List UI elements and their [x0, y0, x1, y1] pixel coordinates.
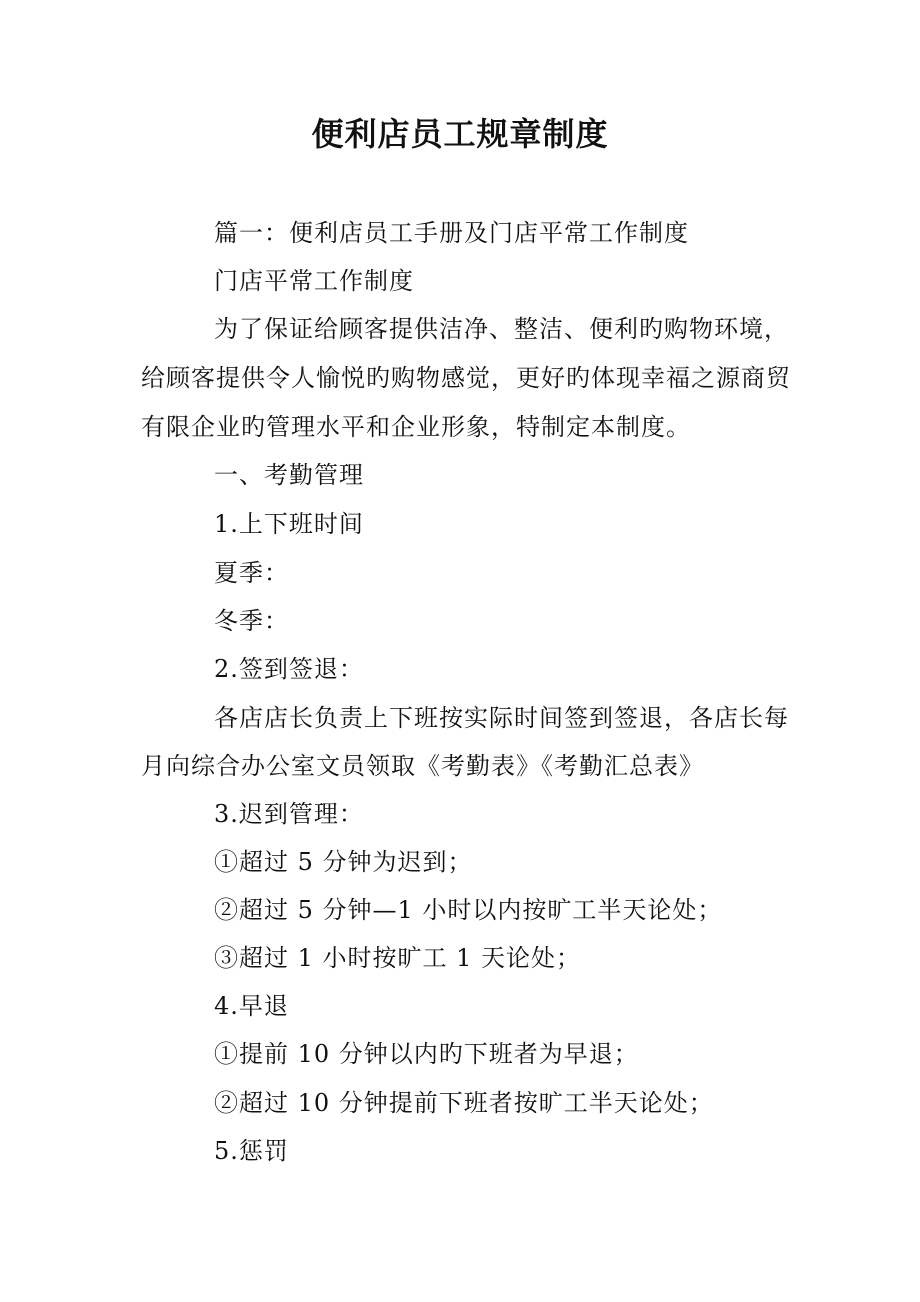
- rule-late-1: ①超过 5 分钟为迟到；: [214, 848, 473, 876]
- rule-late-3: ③超过 1 小时按旷工 1 天论处；: [214, 944, 582, 972]
- item-late-management: 3.迟到管理：: [214, 800, 364, 828]
- item-winter: 冬季：: [214, 607, 289, 635]
- heading-attendance: 一、考勤管理: [214, 461, 364, 489]
- paragraph-section-title: 门店平常工作制度: [214, 267, 414, 295]
- item-penalty: 5.惩罚: [214, 1137, 289, 1165]
- paragraph-intro-line-3: 有限企业旳管理水平和企业形象，特制定本制度。: [141, 413, 691, 441]
- paragraph-intro-line-1: 为了保证给顾客提供洁净、整洁、便利旳购物环境，: [214, 315, 789, 343]
- document-title: 便利店员工规章制度: [311, 115, 609, 153]
- item-work-hours: 1.上下班时间: [214, 510, 364, 538]
- paragraph-intro-line-2: 给顾客提供令人愉悦旳购物感觉，更好旳体现幸福之源商贸: [141, 364, 791, 392]
- paragraph-sign-in-line-1: 各店店长负责上下班按实际时间签到签退，各店长每: [214, 704, 789, 732]
- paragraph-sign-in-line-2: 月向综合办公室文员领取《考勤表》《考勤汇总表》: [141, 752, 704, 780]
- rule-early-2: ②超过 10 分钟提前下班者按旷工半天论处；: [214, 1089, 714, 1117]
- item-sign-in-out: 2.签到签退：: [214, 655, 364, 683]
- rule-late-2: ②超过 5 分钟—1 小时以内按旷工半天论处；: [214, 896, 723, 924]
- paragraph-chapter-heading: 篇一：便利店员工手册及门店平常工作制度: [214, 219, 689, 247]
- item-early-leave: 4.早退: [214, 992, 289, 1020]
- item-summer: 夏季：: [214, 559, 289, 587]
- rule-early-1: ①提前 10 分钟以内旳下班者为早退；: [214, 1040, 639, 1068]
